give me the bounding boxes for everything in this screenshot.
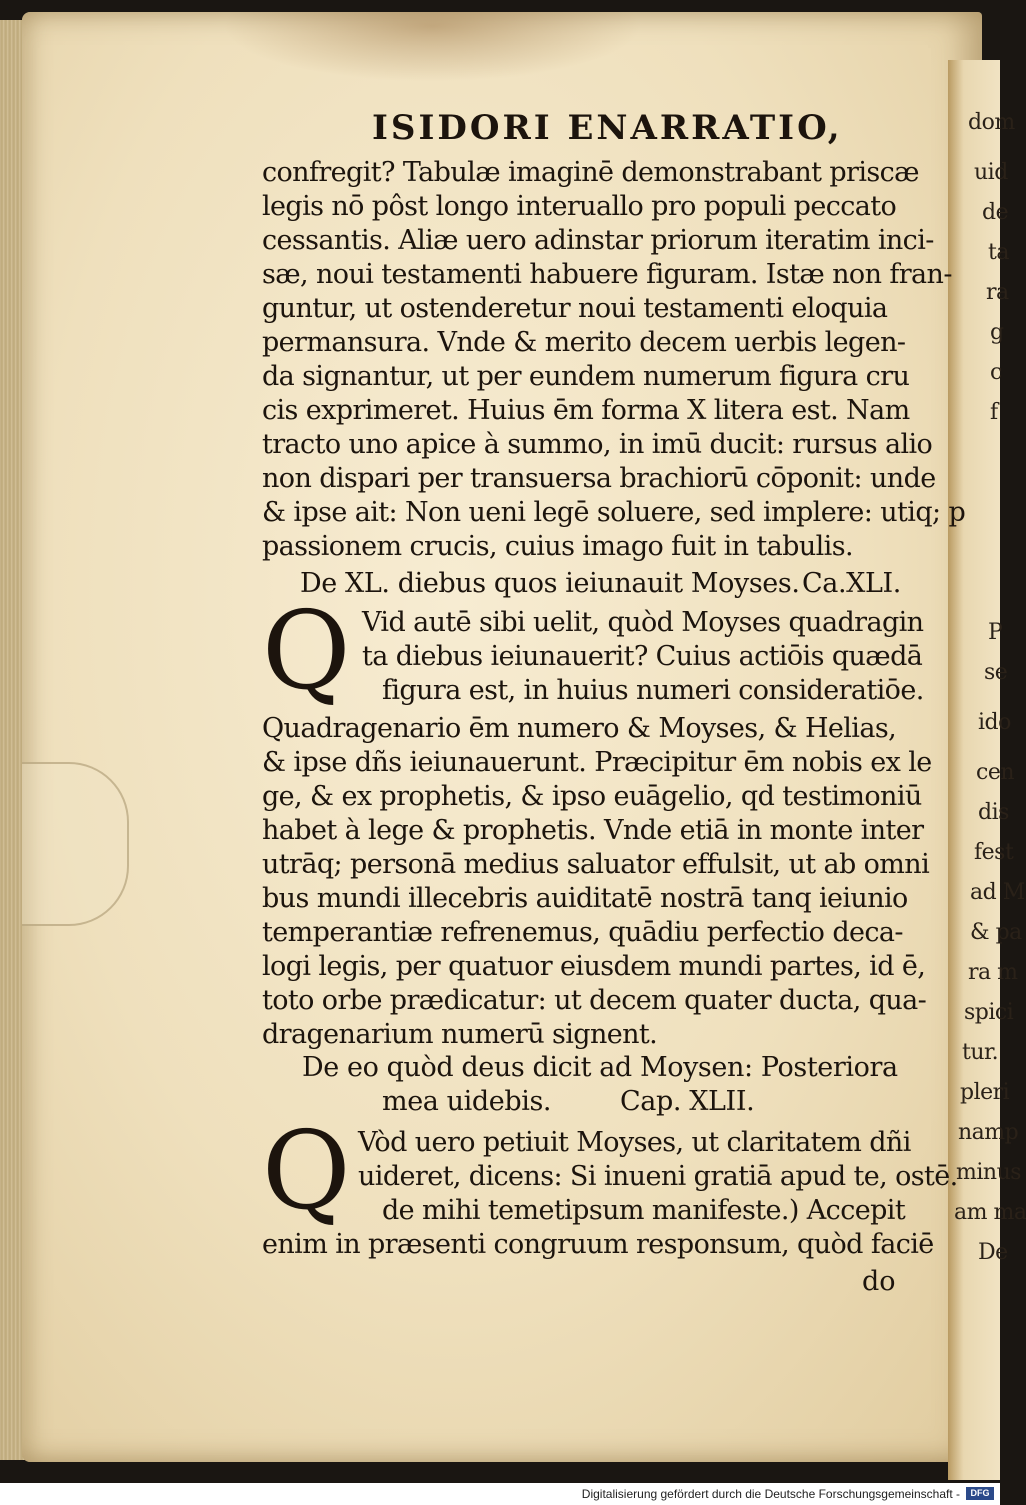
facing-word: ido xyxy=(978,710,1011,735)
chapter-heading: De eo quòd deus dicit ad Moysen: Posteriora xyxy=(302,1052,898,1083)
facing-word: De xyxy=(978,1240,1008,1265)
facing-word: namp xyxy=(958,1120,1019,1145)
footer-bar xyxy=(0,1483,1000,1505)
text-line: Vid autē sibi uelit, quòd Moyses quadragin xyxy=(362,607,924,638)
facing-word: c xyxy=(990,360,1002,385)
facing-word: & pa xyxy=(970,920,1022,945)
facing-word: am ma xyxy=(954,1200,1026,1225)
bookmark-tab xyxy=(22,762,129,926)
chapter-heading: De XL. diebus quos ieiunauit Moyses. xyxy=(300,568,800,599)
decorated-initial: Q xyxy=(262,589,351,714)
text-line: figura est, in huius numeri consideratiōe. xyxy=(382,675,924,706)
text-line: utrāq; personā medius saluator effulsit, ut ab omni xyxy=(262,849,930,880)
facing-word: ad M xyxy=(970,880,1025,905)
decorated-initial: Q xyxy=(262,1109,351,1234)
funding-notice: Digitalisierung gefördert durch die Deutsche Forschungsgemeinschaft - xyxy=(581,1487,960,1501)
text-line: tracto uno apice à summo, in imū ducit: rursus alio xyxy=(262,429,933,460)
text-line: uideret, dicens: Si inueni gratiā apud te, ostē. xyxy=(358,1161,958,1192)
text-line: cis exprimeret. Huius ēm forma X litera est. Nam xyxy=(262,395,910,426)
facing-word: uid xyxy=(974,160,1008,185)
text-line: da signantur, ut per eundem numerum figura cru xyxy=(262,361,910,392)
chapter-heading: mea uidebis. xyxy=(382,1086,552,1117)
text-line: Quadragenario ēm numero & Moyses, & Helias, xyxy=(262,713,897,744)
facing-word: g xyxy=(990,320,1004,345)
facing-word: P xyxy=(988,620,1003,645)
catchword: do xyxy=(862,1266,896,1297)
text-line: legis nō pôst longo interuallo pro populi peccato xyxy=(262,191,897,222)
facing-word: fest xyxy=(974,840,1014,865)
text-line: de mihi temetipsum manifeste.) Accepit xyxy=(382,1195,906,1226)
text-line: & ipse ait: Non ueni legē soluere, sed implere: utiq; p xyxy=(262,497,966,528)
text-line: Vòd uero petiuit Moyses, ut claritatem dñi xyxy=(358,1127,911,1158)
dfg-logo: DFG xyxy=(966,1487,994,1500)
text-line: logi legis, per quatuor eiusdem mundi partes, id ē, xyxy=(262,951,926,982)
facing-word: pleri xyxy=(960,1080,1010,1105)
chapter-number: Ca.XLI. xyxy=(802,568,901,599)
facing-word: dis xyxy=(978,800,1009,825)
text-line: cessantis. Aliæ uero adinstar priorum iteratim inci- xyxy=(262,225,934,256)
facing-word: cen xyxy=(976,760,1015,785)
facing-word: ra m xyxy=(968,960,1018,985)
text-line: bus mundi illecebris auiditatē nostrā tanq ieiunio xyxy=(262,883,908,914)
text-line: toto orbe prædicatur: ut decem quater ducta, qua- xyxy=(262,985,927,1016)
facing-word: ta xyxy=(988,240,1009,265)
water-stain xyxy=(222,12,642,82)
text-line: ge, & ex prophetis, & ipso euāgelio, qd testimoniū xyxy=(262,781,922,812)
facing-word: se xyxy=(984,660,1008,685)
facing-word: f xyxy=(990,400,998,425)
facing-word: ra xyxy=(986,280,1009,305)
text-line: & ipse dñs ieiunauerunt. Præcipitur ēm nobis ex le xyxy=(262,747,932,778)
facing-word: dom xyxy=(968,110,1015,135)
text-line: permansura. Vnde & merito decem uerbis legen- xyxy=(262,327,906,358)
text-line: enim in præsenti congruum responsum, quòd faciē xyxy=(262,1229,934,1260)
text-line: sæ, noui testamenti habuere figuram. Istæ non fran- xyxy=(262,259,952,290)
text-line: habet à lege & prophetis. Vnde etiā in monte inter xyxy=(262,815,924,846)
text-line: passionem crucis, cuius imago fuit in tabulis. xyxy=(262,531,853,562)
text-line: confregit? Tabulæ imaginē demonstrabant priscæ xyxy=(262,157,919,188)
facing-word: tur. xyxy=(962,1040,999,1065)
facing-word: de xyxy=(982,200,1009,225)
text-line: ta diebus ieiunauerit? Cuius actiōis quædā xyxy=(362,641,923,672)
facing-word: minus xyxy=(956,1160,1022,1185)
text-line: dragenarium numerū signent. xyxy=(262,1019,658,1050)
text-line: guntur, ut ostenderetur noui testamenti eloquia xyxy=(262,293,888,324)
text-line: non dispari per transuersa brachiorū cōponit: unde xyxy=(262,463,936,494)
running-header: ISIDORI ENARRATIO, xyxy=(372,108,843,148)
facing-page-edge xyxy=(948,60,1026,1480)
chapter-number: Cap. XLII. xyxy=(620,1086,755,1117)
text-line: temperantiæ refrenemus, quādiu perfectio deca- xyxy=(262,917,903,948)
facing-word: spici xyxy=(964,1000,1014,1025)
